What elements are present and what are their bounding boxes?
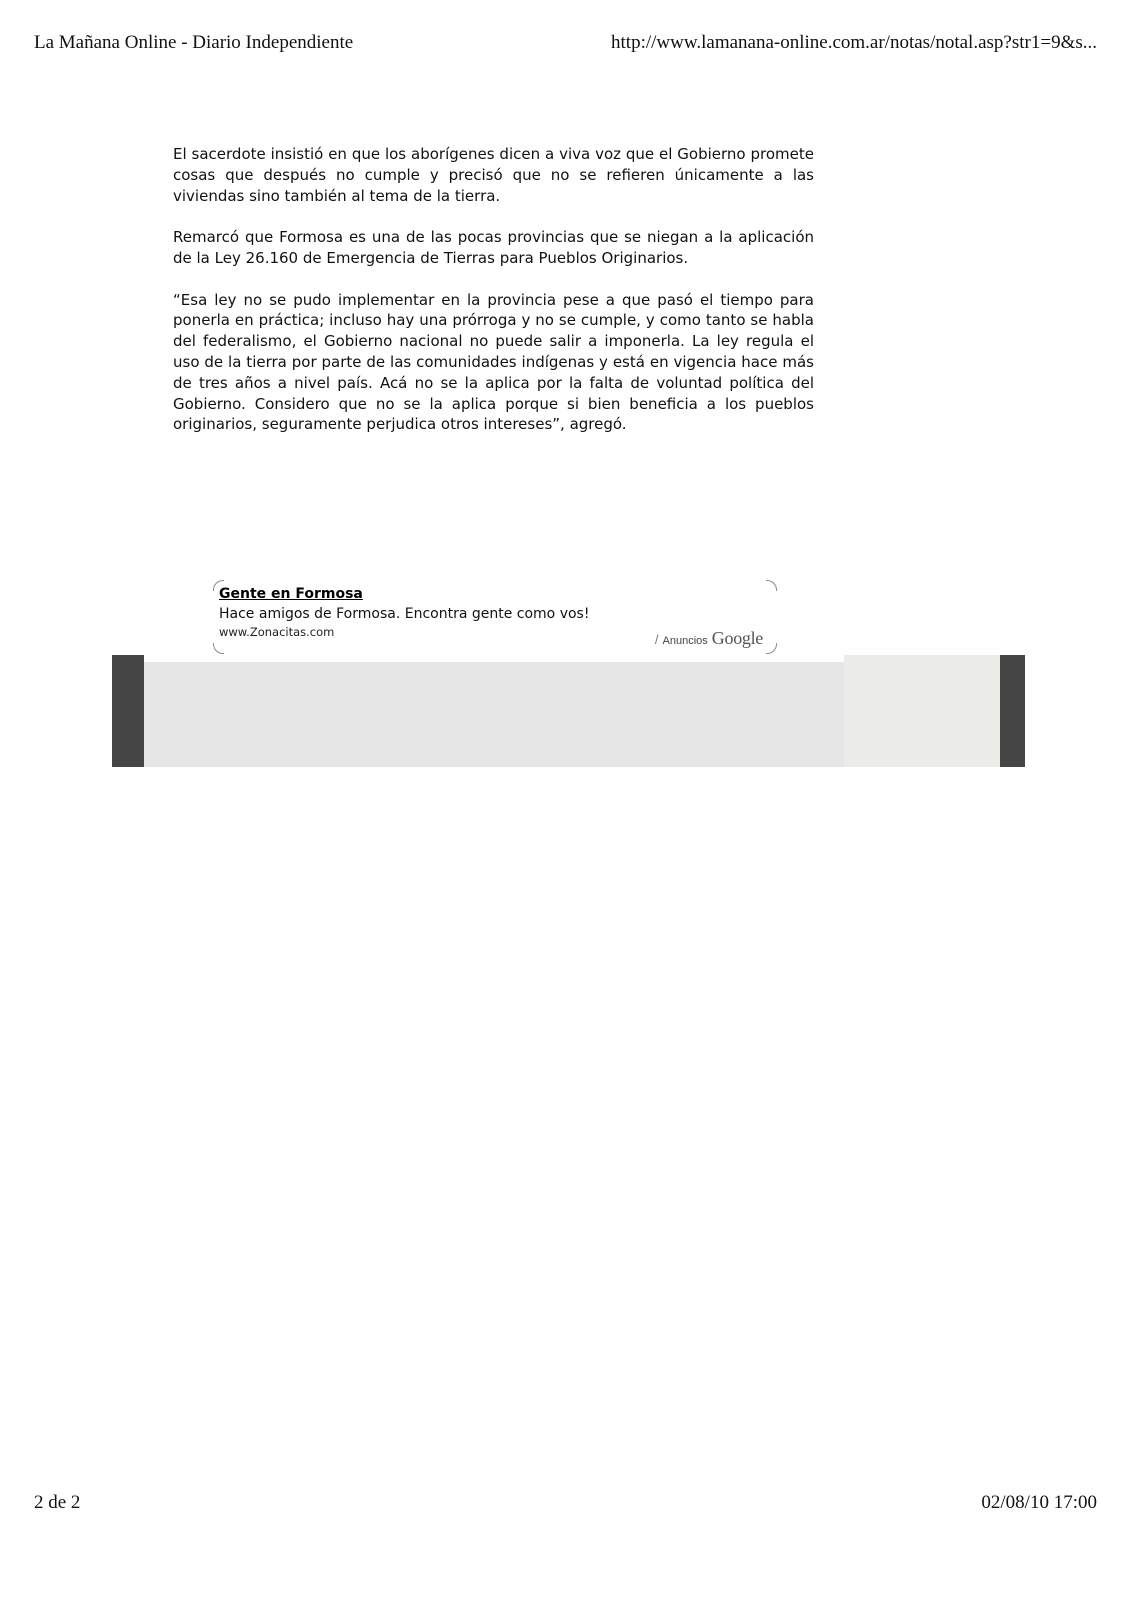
ad-url: www.Zonacitas.com xyxy=(219,625,335,639)
band-light-panel xyxy=(844,655,1000,767)
ad-attribution-label: Anuncios xyxy=(662,635,708,647)
google-logo: Google xyxy=(711,628,763,648)
ad-title-link[interactable]: Gente en Formosa xyxy=(219,586,363,602)
ad-attribution-slash-icon: / xyxy=(654,632,659,647)
band-gray-panel xyxy=(144,662,844,767)
article-paragraph-2: Remarcó que Formosa es una de las pocas provincias que se niegan a la aplicación de la Ley 26.160 de Emergencia de Tierras para Pueblos Originarios. xyxy=(173,228,814,267)
page-header-url: http://www.lamanana-online.com.ar/notas/notal.asp?str1=9&s... xyxy=(611,32,1097,53)
article-paragraph-1: El sacerdote insistió en que los aborígenes dicen a viva voz que el Gobierno promete cosas que después no cumple y precisó que no se refieren únicamente a las viviendas sino también al tema de la tierra. xyxy=(173,145,814,205)
page-header-title: La Mañana Online - Diario Independiente xyxy=(34,32,354,53)
page-footer-datetime: 02/08/10 17:00 xyxy=(981,1492,1097,1513)
ad-description: Hace amigos de Formosa. Encontra gente como vos! xyxy=(219,606,590,622)
article-body xyxy=(173,144,814,456)
ad-attribution[interactable] xyxy=(655,628,763,649)
ad-corner-top-right xyxy=(766,580,777,591)
google-ad-box xyxy=(213,580,777,654)
band-left-bar xyxy=(112,655,144,767)
page-footer-page-number: 2 de 2 xyxy=(34,1492,81,1513)
ad-corner-bottom-left xyxy=(213,643,224,654)
ad-corner-bottom-right xyxy=(766,643,777,654)
band-right-bar xyxy=(1000,655,1025,767)
decorative-band xyxy=(112,655,1025,767)
article-paragraph-3: “Esa ley no se pudo implementar en la provincia pese a que pasó el tiempo para ponerla en práctica; incluso hay una prórroga y no se cumple, y como tanto se habla del federalismo, el Gobierno nacional no puede salir a imponerla. La ley regula el uso de la tierra por parte de las comunidades indígenas y está en vigencia hace más de tres años a nivel país. Acá no se la aplica por la falta de voluntad política del Gobierno. Considero que no se la aplica porque si bien beneficia a los pueblos originarios, seguramente perjudica otros intereses”, agregó. xyxy=(173,290,814,434)
